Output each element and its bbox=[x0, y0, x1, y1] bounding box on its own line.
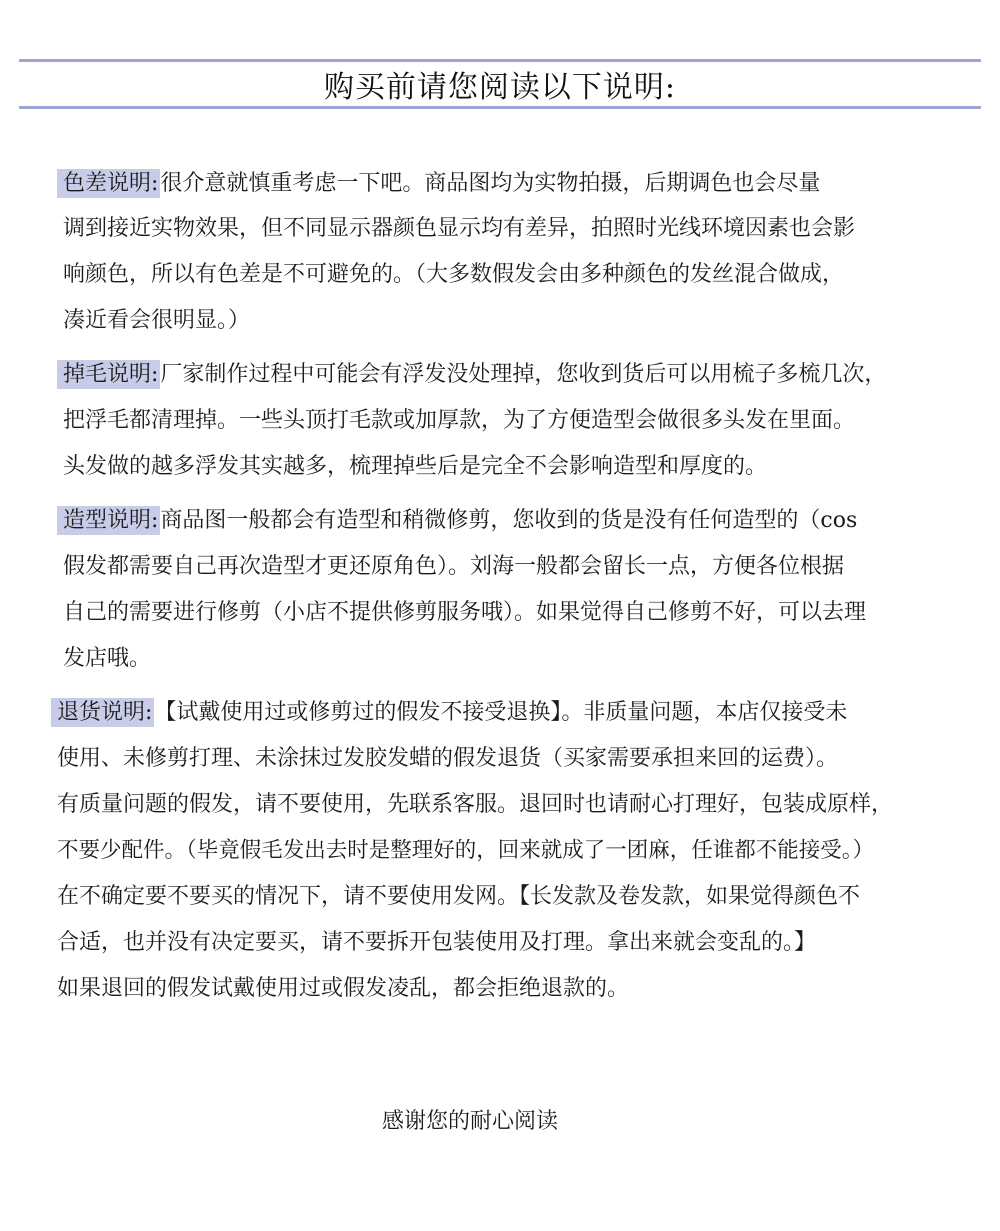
section-first-line bbox=[57, 506, 857, 536]
section-text: 商品图一般都会有造型和稍微修剪，您收到的货是没有任何造型的（cos bbox=[160, 508, 858, 533]
section-first-line bbox=[57, 169, 820, 199]
section-line: 如果退回的假发试戴使用过或假发凌乱，都会拒绝退款的。 bbox=[57, 976, 630, 1001]
section-label: 掉毛说明: bbox=[57, 360, 160, 389]
section-line: 使用、未修剪打理、未涂抹过发胶发蜡的假发退货（买家需要承担来回的运费）。 bbox=[57, 746, 839, 771]
footer-thanks: 感谢您的耐心阅读 bbox=[381, 1109, 558, 1134]
section-first-line bbox=[57, 360, 886, 390]
section-line: 不要少配件。（毕竟假毛发出去时是整理好的，回来就成了一团麻，任谁都不能接受。） bbox=[57, 838, 875, 863]
title-bottom-rule bbox=[19, 106, 981, 109]
section-line: 自己的需要进行修剪（小店不提供修剪服务哦）。如果觉得自己修剪不好，可以去理 bbox=[63, 600, 867, 625]
section-text: 【试戴使用过或修剪过的假发不接受退换】。非质量问题，本店仅接受未 bbox=[154, 700, 848, 725]
section-line: 发店哦。 bbox=[63, 646, 152, 671]
page-title: 购买前请您阅读以下说明: bbox=[323, 70, 677, 105]
section-text: 很介意就慎重考虑一下吧。商品图均为实物拍摄，后期调色也会尽量 bbox=[160, 171, 821, 196]
section-line: 把浮毛都清理掉。一些头顶打毛款或加厚款，为了方便造型会做很多头发在里面。 bbox=[63, 408, 856, 433]
section-line: 假发都需要自己再次造型才更还原角色）。刘海一般都会留长一点，方便各位根据 bbox=[63, 554, 845, 579]
section-label: 色差说明: bbox=[57, 169, 160, 198]
section-line: 凑近看会很明显。） bbox=[63, 308, 251, 333]
section-label: 造型说明: bbox=[57, 506, 160, 535]
section-line: 头发做的越多浮发其实越多，梳理掉些后是完全不会影响造型和厚度的。 bbox=[63, 454, 768, 479]
section-line: 调到接近实物效果，但不同显示器颜色显示均有差异，拍照时光线环境因素也会影 bbox=[63, 216, 856, 241]
section-line: 合适，也并没有决定要买，请不要拆开包装使用及打理。拿出来就会变乱的。】 bbox=[57, 930, 817, 955]
title-top-rule bbox=[19, 59, 981, 62]
section-line: 在不确定要不要买的情况下，请不要使用发网。【长发款及卷发款，如果觉得颜色不 bbox=[57, 884, 861, 909]
section-line: 有质量问题的假发，请不要使用，先联系客服。退回时也请耐心打理好，包装成原样， bbox=[57, 792, 894, 817]
section-label: 退货说明: bbox=[51, 698, 154, 727]
section-text: 厂家制作过程中可能会有浮发没处理掉，您收到货后可以用梳子多梳几次， bbox=[160, 362, 887, 387]
section-first-line bbox=[51, 698, 847, 728]
section-line: 响颜色，所以有色差是不可避免的。（大多数假发会由多种颜色的发丝混合做成， bbox=[63, 262, 845, 287]
